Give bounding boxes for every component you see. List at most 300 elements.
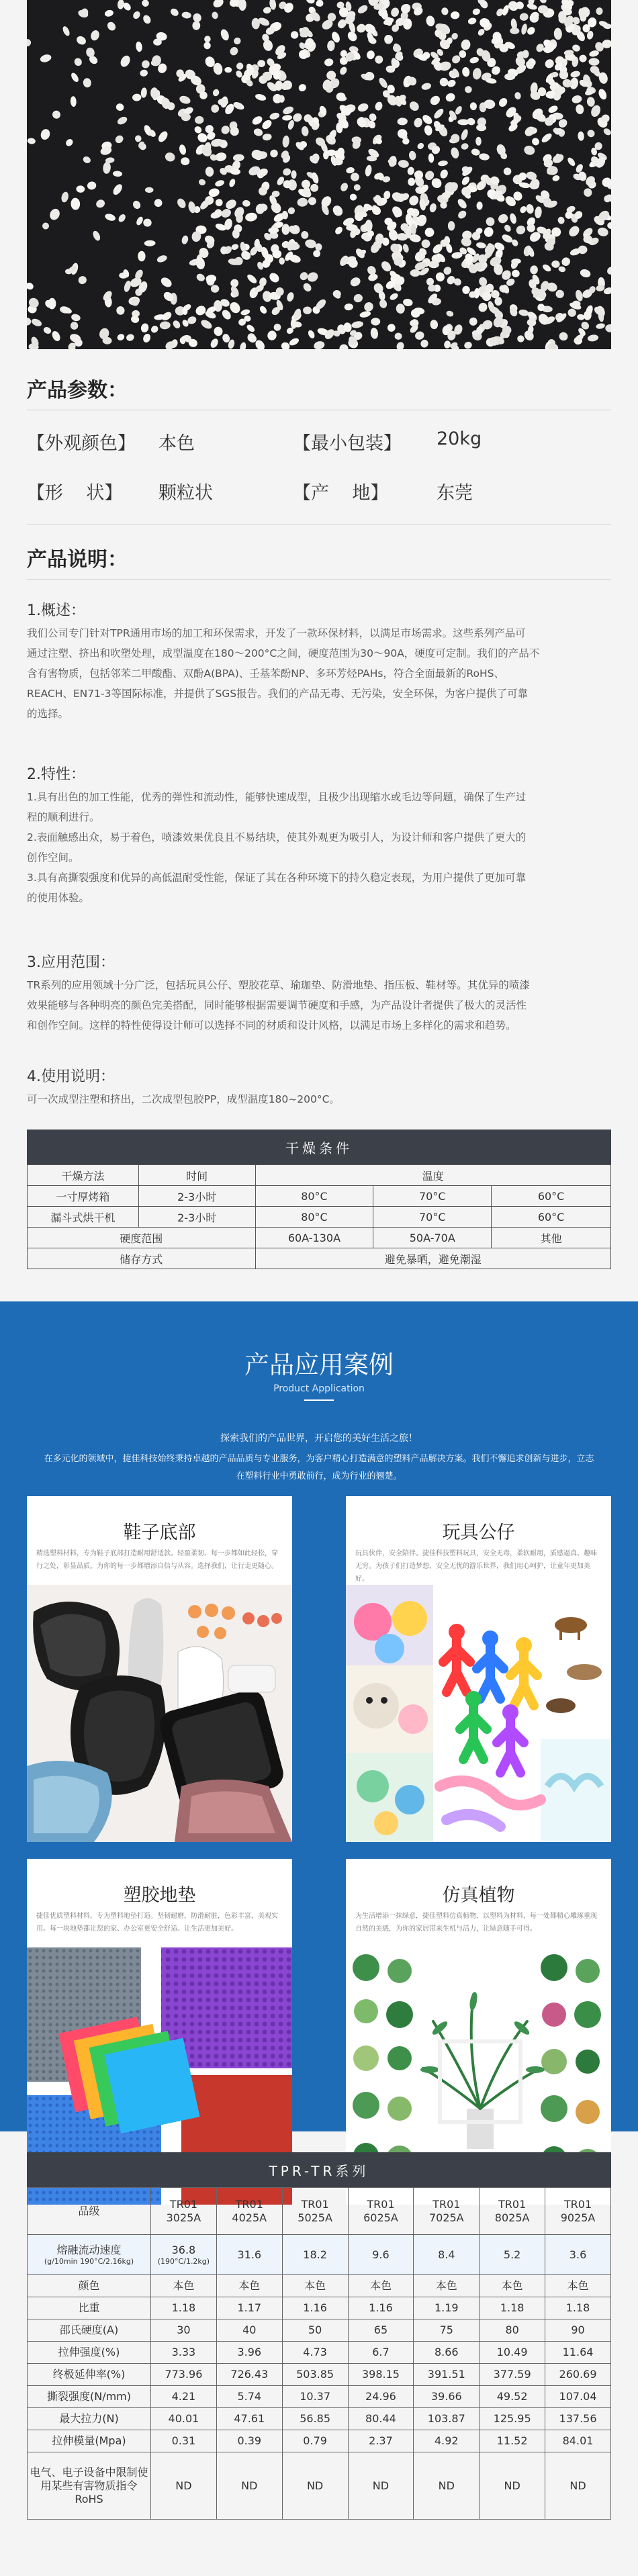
pellet [282,167,292,177]
pellet [514,91,521,100]
pellet [439,77,450,88]
pellet [224,67,232,73]
pellet [261,118,273,131]
pellet [262,39,274,52]
pellet [204,36,211,42]
application-intro: 在多元化的领域中，捷佳科技始终秉持卓越的产品品质与专业服务，为客户精心打造满意的塑料产品解决方案。我们不懈追求创新与进步，立志在塑料行业中勇敢前行，成为行业的翘楚。 [44,1454,594,1481]
pellet [232,36,242,46]
pellet [579,268,592,279]
pellet [471,148,481,156]
pellet [195,272,206,282]
pellet [164,151,176,163]
pellet [338,343,349,349]
spec-grade-cell: TR01 8025A [480,2188,545,2235]
pellet [526,26,537,36]
pellet [62,26,71,37]
pellet [520,23,528,35]
pellet [541,263,552,273]
pellet [583,187,593,197]
table-cell: 50A-70A [373,1228,492,1248]
spec-cell: 31.6 [216,2235,282,2275]
pellet [606,265,611,276]
pellet [194,116,204,124]
pellet [301,230,309,239]
text-line: 可一次成型注塑和挤出，二次成型包胶PP，成型温度180~200°C。 [27,1093,340,1105]
pellet [75,34,88,46]
pellet [279,257,285,265]
spec-cell: 377.59 [480,2364,545,2386]
text-line: 我们公司专门针对TPR通用市场的加工和环保需求，开发了一款环保材料，以满足市场需求。这些系列产品可 [27,627,526,639]
pellet [282,135,290,148]
table-header-cell: 温度 [255,1165,610,1186]
spec-cell: 75 [414,2319,480,2342]
spec-cell: 本色 [216,2275,282,2297]
text-line: TR系列的应用领域十分广泛，包括玩具公仔、塑胶花草、瑜珈垫、防滑地垫、指压板、鞋材等。其优异的喷漆 [27,979,530,991]
card-description: 精选塑料材料，专为鞋子底部打造耐用舒适款。轻盈柔韧、每一步都如此轻松，穿行之处，彰显品质。为你的每一步都增添自信与从容。选择我们，让行走更随心。 [36,1550,278,1570]
pellet [503,224,512,233]
pellet [602,127,611,136]
spec-cell: 1.18 [151,2297,217,2319]
pellet [282,115,293,122]
spec-row-label: 拉伸强度(%) [28,2342,151,2364]
pellet [269,111,280,120]
pellet [313,250,321,258]
spec-cell: 11.52 [480,2430,545,2452]
pellet [117,213,127,223]
pellet [250,115,263,127]
pellet [259,305,268,315]
params-title: 产品参数： [27,379,128,402]
spec-cell: 398.15 [348,2364,414,2386]
spec-cell: 47.61 [216,2408,282,2430]
pellet [450,11,460,19]
spec-cell: 1.17 [216,2297,282,2319]
pellet [543,58,556,71]
pellet [27,281,35,291]
pellet [192,21,200,30]
pellet [349,276,362,288]
pellet [518,309,530,317]
pellet [461,66,470,77]
spec-cell: ND [480,2452,545,2520]
pellet [336,93,346,101]
pellet [239,342,247,349]
spec-label-text: 熔融流动速度 [56,2243,122,2256]
toy-figures-illustration [346,1585,611,1842]
card-description: 为生活增添一抹绿意，捷佳塑料仿真植物，以塑料为材料，每一处都精心雕琢重现自然的美感，为你的家居带来生机与活力，让绿意随手可得。 [355,1913,597,1933]
pellet [519,12,529,21]
pellet [218,99,228,106]
pellet [95,198,106,210]
table-cell: 储存方式 [28,1248,256,1269]
pellet [578,131,585,141]
pellet [444,340,451,349]
pellet [244,212,258,222]
table-cell: 一寸厚烤箱 [28,1186,139,1207]
pellet [82,155,92,165]
pellet [428,203,437,214]
table-cell: 硬度范围 [28,1228,256,1248]
spec-grade-cell: TR01 6025A [348,2188,414,2235]
spec-cell: 80.44 [348,2408,414,2430]
table-cell: 60A-130A [255,1228,373,1248]
application-slogan: 探索我们的产品世界，开启您的美好生活之旅！ [220,1433,418,1444]
pellet [539,0,547,4]
spec-cell: 40 [216,2319,282,2342]
param-label-shape: 【形 状】 [27,483,123,504]
pellet [169,7,180,18]
pellet [76,185,85,193]
text-line: 2.表面触感出众，易于着色，喷漆效果优良且不易结块，使其外观更为吸引人，为设计师和客户提供了更大的 [27,831,527,843]
pellet [263,6,272,14]
pellet [538,5,548,13]
table-cell: 其他 [492,1228,611,1248]
pellet [298,83,308,93]
pellet [132,93,142,101]
spec-row-label: 邵氏硬度(A) [28,2319,151,2342]
spec-cell: 0.79 [282,2430,348,2452]
pellet [416,142,425,150]
pellet [424,124,433,136]
pellet [371,318,380,326]
features-heading: 2.特性： [27,766,85,783]
spec-cell: 5.2 [480,2235,545,2275]
pellet [27,38,32,48]
pellet [306,0,316,5]
spec-row-label: 电气、电子设备中限制使用某些有害物质指令 RoHS [28,2452,151,2520]
text-line: 的选择。 [27,708,69,720]
pellet [397,118,408,126]
card-title: 玩具公仔 [442,1522,515,1543]
pellet [210,103,220,113]
pellet [220,28,231,42]
pellet [70,72,80,83]
pellet [116,332,126,341]
pellet [324,58,334,67]
pellet [246,323,257,333]
spec-cell: 本色 [151,2275,217,2297]
table-cell: 60°C [492,1207,611,1228]
text-line: 的使用体验。 [27,892,90,904]
spec-cell: 773.96 [151,2364,217,2386]
pellet [287,120,295,130]
pellet [374,101,383,111]
spec-grade-cell: TR01 4025A [216,2188,282,2235]
spec-cell: 50 [282,2319,348,2342]
pellet [139,69,148,77]
pellet [27,138,36,145]
pellet [304,238,317,249]
spec-label-sub: (g/10min 190°C/2.16kg) [44,2256,134,2266]
overview-text [27,623,611,724]
pellet [398,159,410,169]
param-label-package: 【最小包装】 [293,433,402,454]
pellet [338,66,348,76]
spec-cell: 11.64 [545,2342,611,2364]
card-description: 玩具伙伴，安全陪伴。捷佳科技塑料玩具，安全无毒，柔软耐用，质感逼真、趣味无穷。为孩子们打造梦想，安全无忧的游乐世界，我们用心呵护，让童年更加美好。 [355,1550,597,1583]
table-cell: 2-3小时 [138,1207,255,1228]
card-description: 捷佳优质塑料材料，专为塑料地垫打造。坚韧耐磨，防滑耐脏，色彩丰富，美观实用。每一块地垫都让您的家、办公室更安全舒适。让生活更加美好。 [36,1913,278,1933]
pellet [430,320,439,330]
text-line: 1.具有出色的加工性能，优秀的弹性和流动性，能够快速成型，且极少出现缩水或毛边等问题，确保了生产过 [27,791,527,803]
shoe-soles-illustration [27,1585,292,1842]
pellet [460,128,469,141]
pellet [331,203,345,218]
pellet [575,103,584,114]
spec-cell: 本色 [282,2275,348,2297]
pellet [153,197,163,208]
spec-row-label [28,2235,151,2275]
pellet [203,41,212,50]
pellet [60,191,70,203]
pellet [407,167,415,176]
pellet [179,144,187,155]
pellet [420,82,432,91]
pellet [364,165,372,177]
pellet [51,109,62,120]
pellet [205,167,214,177]
pellet [297,48,310,61]
table-cell: 70°C [373,1207,492,1228]
text-line: 和创作空间。这样的特性使得设计师可以选择不同的材质和设计风格，以满足市场上多样化的需求和趋势。 [27,1019,516,1031]
pellet [235,61,245,71]
pellet [540,132,553,144]
application-section [0,1301,638,2131]
spec-cell: ND [282,2452,348,2520]
pellet [279,95,285,103]
text-line: REACH、EN71-3等国际标准，并提供了SGS报告。我们的产品无毒、无污染，安全环保，为客户提供了可靠 [27,688,529,700]
spec-cell: 5.74 [216,2386,282,2408]
pellet [566,156,576,167]
pellet [327,40,335,52]
pellet [138,251,146,262]
pellet [214,179,225,188]
spec-cell: 本色 [414,2275,480,2297]
pellet [150,324,160,334]
spec-cell: 4.92 [414,2430,480,2452]
pellet [105,20,117,32]
pellet [435,271,446,283]
pellet [462,286,469,294]
spec-cell: 80 [480,2319,545,2342]
pellet [159,321,171,330]
pellet [353,293,363,304]
pellet [211,285,219,293]
pellet [469,102,477,111]
pellet [91,230,101,242]
spec-cell: 0.31 [151,2430,217,2452]
pellet [113,171,123,177]
spec-cell: 本色 [348,2275,414,2297]
pellet [281,105,294,116]
pellet [574,289,584,302]
pellet [476,201,482,210]
spec-cell: 24.96 [348,2386,414,2408]
pellet [156,130,169,144]
pellet [553,28,562,40]
pellet [504,73,515,80]
pellet [357,3,369,15]
pellet [586,97,596,107]
table-cell: 80°C [255,1207,373,1228]
spec-cell: 103.87 [414,2408,480,2430]
pellet [111,183,124,197]
spec-cell: 2.37 [348,2430,414,2452]
hero-pellets-image [27,0,611,349]
pellet [421,113,434,126]
pellet [181,234,189,244]
pellet [240,308,250,316]
pellet [113,134,124,144]
text-line: 效果能够与各种明亮的颜色完美搭配，同时能够根据需要调节硬度和手感，为产品设计者提供了极大的灵活性 [27,999,527,1011]
spec-cell: 1.18 [480,2297,545,2319]
application-subtitle: Product Application [273,1383,365,1394]
spec-cell: 9.6 [348,2235,414,2275]
spec-cell: 18.2 [282,2235,348,2275]
pellet [497,97,508,109]
pellet [228,178,236,188]
pellet [424,228,435,238]
table-cell: 2-3小时 [138,1186,255,1207]
pellet [445,310,454,318]
pellet [410,269,420,277]
pellet [558,331,569,342]
pellet [362,300,375,313]
pellet [253,128,263,138]
pellet [181,11,191,19]
pellet [560,256,572,268]
spec-grade-cell: TR01 9025A [545,2188,611,2235]
pellet [269,148,279,158]
pellet [359,310,371,318]
spec-cell: 90 [545,2319,611,2342]
spec-cell: 503.85 [282,2364,348,2386]
pellet [465,86,472,93]
pellet-pile-graphic [27,0,611,349]
pellet [308,196,317,205]
pellet [366,50,375,60]
pellet [306,271,320,284]
pellet [220,308,232,321]
pellet [313,340,326,349]
pellet [472,67,482,80]
pellet [460,39,471,51]
pellet [192,12,203,23]
pellet [456,197,468,210]
pellet [390,7,400,18]
pellet [349,193,358,201]
spec-cell: 10.49 [480,2342,545,2364]
desc-title: 产品说明： [27,548,128,571]
pellet [344,303,353,310]
spec-table [27,2152,611,2520]
pellet [267,330,277,341]
spec-cell: 3.33 [151,2342,217,2364]
spec-cell: ND [151,2452,217,2520]
pellet [571,94,582,104]
spec-cell: 391.51 [414,2364,480,2386]
pellet [39,53,52,63]
pellet [268,271,281,285]
pellet [413,117,424,128]
pellet [104,213,116,222]
pellet [457,209,468,220]
pellet [257,60,265,67]
divider [27,579,611,580]
pellet [142,218,152,228]
pellet [389,291,400,301]
spec-cell: 本色 [545,2275,611,2297]
spec-cell: 3.6 [545,2235,611,2275]
pellet [339,182,349,193]
spec-cell: 4.21 [151,2386,217,2408]
pellet [89,29,101,42]
pellet [504,167,512,175]
pellet [300,179,312,190]
pellet [159,275,173,289]
application-title: 产品应用案例 [244,1350,394,1379]
spec-row-label: 终极延伸率(%) [28,2364,151,2386]
pellet [102,161,111,174]
pellet [514,224,527,236]
pellet [30,317,43,328]
pellet [198,179,206,187]
pellet [402,298,413,307]
spec-cell: 8.66 [414,2342,480,2364]
pellet [140,0,150,8]
pellet [144,240,156,246]
table-header-cell: 干燥方法 [28,1165,139,1186]
pellet [104,9,114,17]
pellet [522,329,535,342]
pellet [461,142,469,150]
spec-cell: 260.69 [545,2364,611,2386]
table-cell: 70°C [373,1186,492,1207]
pellet [288,243,300,250]
pellet [309,183,320,193]
pellet [596,7,602,15]
spec-cell: 39.66 [414,2386,480,2408]
pellet [320,194,334,209]
pellet [439,169,449,180]
pellet [116,306,126,316]
pellet [425,15,436,27]
pellet [228,46,239,56]
pellet [135,216,144,226]
pellet [142,332,152,343]
spec-cell: ND [414,2452,480,2520]
pellet [288,336,300,347]
pellet [414,330,425,341]
pellet [479,152,490,160]
title-underline [304,1399,334,1401]
pellet [555,289,564,298]
table-cell: 漏斗式烘干机 [28,1207,139,1228]
pellet [446,79,457,89]
spec-cell: 125.95 [480,2408,545,2430]
spec-cell: 65 [348,2319,414,2342]
spec-grade-cell: TR01 7025A [414,2188,480,2235]
spec-row-label: 比重 [28,2297,151,2319]
pellet [156,254,168,263]
pellet [179,95,192,105]
spec-cell [151,2235,217,2275]
pellet [140,87,148,98]
spec-cell: 84.01 [545,2430,611,2452]
pellet [522,144,536,156]
pellet [42,326,52,335]
pellet [483,226,494,238]
